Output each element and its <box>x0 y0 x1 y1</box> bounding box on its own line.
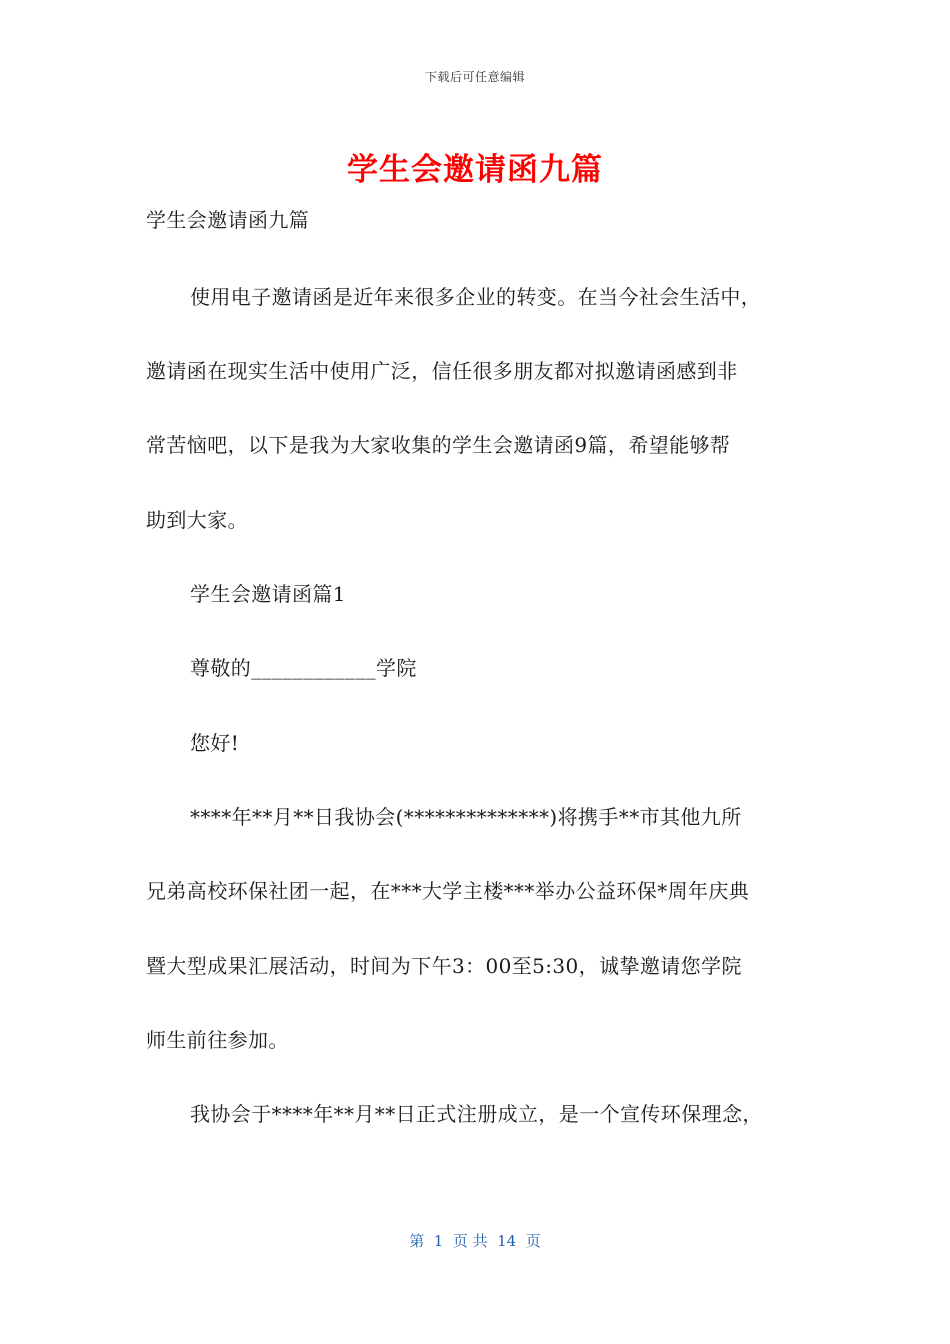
subtitle-line: 学生会邀请函九篇 <box>146 208 310 232</box>
greeting-line: 您好! <box>190 731 240 755</box>
paragraph-line: 兄弟高校环保社团一起，在***大学主楼***举办公益环保*周年庆典 <box>146 879 750 903</box>
paragraph-line: 助到大家。 <box>146 508 248 532</box>
page-footer: 第 1 页 共 14 页 <box>409 1232 541 1250</box>
paragraph-line: 我协会于****年**月**日正式注册成立，是一个宣传环保理念， <box>190 1102 763 1126</box>
paragraph-line: 邀请函在现实生活中使用广泛，信任很多朋友都对拟邀请函感到非 <box>146 359 738 383</box>
section-heading: 学生会邀请函篇1 <box>190 582 346 606</box>
document-title: 学生会邀请函九篇 <box>347 152 603 188</box>
salutation-line: 尊敬的____________学院 <box>190 656 417 680</box>
paragraph-line: 师生前往参加。 <box>146 1028 289 1052</box>
paragraph-line: ****年**月**日我协会(**************)将携手**市其他九所 <box>190 805 742 829</box>
header-note: 下载后可任意编辑 <box>424 70 525 84</box>
paragraph-line: 常苦恼吧，以下是我为大家收集的学生会邀请函9篇，希望能够帮 <box>146 433 731 457</box>
paragraph-line: 暨大型成果汇展活动，时间为下午3：00至5:30，诚挚邀请您学院 <box>146 954 742 978</box>
paragraph-line: 使用电子邀请函是近年来很多企业的转变。在当今社会生活中， <box>190 285 762 309</box>
